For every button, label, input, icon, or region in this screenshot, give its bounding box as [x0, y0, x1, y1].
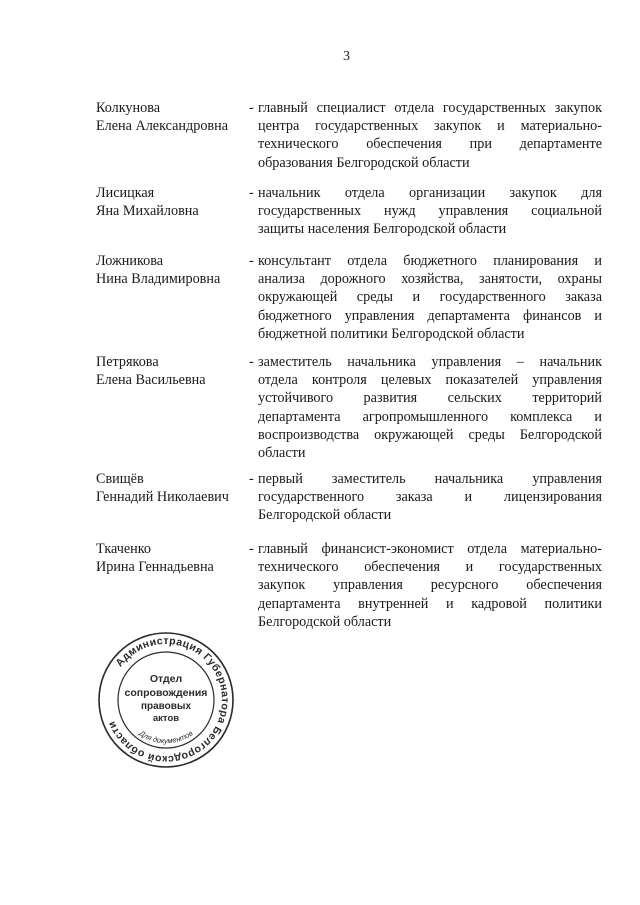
stamp-center-line: правовых: [140, 701, 192, 712]
person-given-name: Яна Михайловна: [96, 203, 199, 220]
entry-dash: -: [249, 185, 254, 201]
person-position: [258, 470, 602, 525]
position-line: Белгородской области: [258, 613, 392, 630]
person-surname: Ложникова: [96, 253, 164, 269]
entry-dash: -: [249, 253, 254, 269]
person-name: [96, 470, 246, 506]
position-line: Белгородской области: [258, 507, 392, 524]
person-given-name: Ирина Геннадьевна: [96, 559, 214, 576]
position-line: окружающей среды и государственного заказа: [258, 289, 602, 306]
position-line: департамента агропромышленного комплекса и: [258, 408, 602, 425]
position-line: бюджетной политики Белгородской области: [258, 325, 525, 342]
position-line: воспроизводства окружающей среды Белгородской: [258, 426, 602, 443]
stamp-center-line: Отдел: [149, 673, 183, 685]
position-line: технического обеспечения при департаменте: [258, 136, 602, 153]
stamp-ring-text: Администрация Губернатора Белгородской области: [105, 634, 232, 766]
position-line: устойчивого развития сельских территорий: [258, 390, 602, 407]
person-given-name: Елена Александровна: [96, 118, 228, 135]
person-name: [96, 99, 246, 135]
person-name: [96, 540, 246, 576]
position-line: начальник отдела организации закупок для: [258, 185, 602, 201]
position-line: государственного заказа и лицензирования: [258, 489, 602, 506]
stamp-seal: [96, 630, 236, 770]
stamp-center-line: сопровождения: [124, 687, 208, 699]
person-name: [96, 252, 246, 288]
person-surname: Свищёв: [96, 471, 144, 487]
person-position: [258, 353, 602, 462]
person-surname: Лисицкая: [96, 185, 155, 201]
person-given-name: Геннадий Николаевич: [96, 489, 229, 506]
position-line: технического обеспечения и государственных: [258, 559, 602, 576]
stamp-center-line: актов: [152, 713, 180, 724]
position-line: центра государственных закупок и материально-: [258, 118, 602, 135]
person-given-name: Елена Васильевна: [96, 372, 206, 389]
position-line: заместитель начальника управления – начальник: [258, 354, 602, 370]
position-line: области: [258, 444, 306, 461]
stamp-bottom-text: Для документов: [137, 728, 195, 746]
person-position: [258, 99, 602, 172]
position-line: главный специалист отдела государственных закупок: [258, 100, 602, 116]
person-surname: Петрякова: [96, 354, 159, 370]
official-stamp: [96, 630, 236, 770]
entry-dash: -: [249, 541, 254, 557]
position-line: защиты населения Белгородской области: [258, 221, 507, 238]
position-line: первый заместитель начальника управления: [258, 471, 602, 487]
person-position: [258, 540, 602, 631]
position-line: закупок управления ресурсного обеспечения: [258, 577, 602, 594]
position-line: департамента внутренней и кадровой политики: [258, 595, 602, 612]
entry-dash: -: [249, 354, 254, 370]
person-name: [96, 353, 246, 389]
person-position: [258, 184, 602, 239]
person-surname: Колкунова: [96, 100, 161, 116]
person-position: [258, 252, 602, 343]
entry-dash: -: [249, 471, 254, 487]
person-name: [96, 184, 246, 220]
entry-dash: -: [249, 100, 254, 116]
position-line: образования Белгородской области: [258, 154, 470, 171]
position-line: главный финансист-экономист отдела материально-: [258, 541, 602, 557]
person-given-name: Нина Владимировна: [96, 271, 221, 288]
position-line: бюджетного управления департамента финансов и: [258, 307, 602, 324]
person-surname: Ткаченко: [96, 541, 152, 557]
position-line: отдела контроля целевых показателей управления: [258, 372, 602, 389]
svg-text:Для документов: [137, 728, 195, 745]
position-line: анализа дорожного хозяйства, занятости, охраны: [258, 271, 602, 288]
position-line: государственных нужд управления социальной: [258, 203, 602, 220]
page-number: 3: [343, 49, 350, 64]
position-line: консультант отдела бюджетного планирования и: [258, 253, 602, 269]
